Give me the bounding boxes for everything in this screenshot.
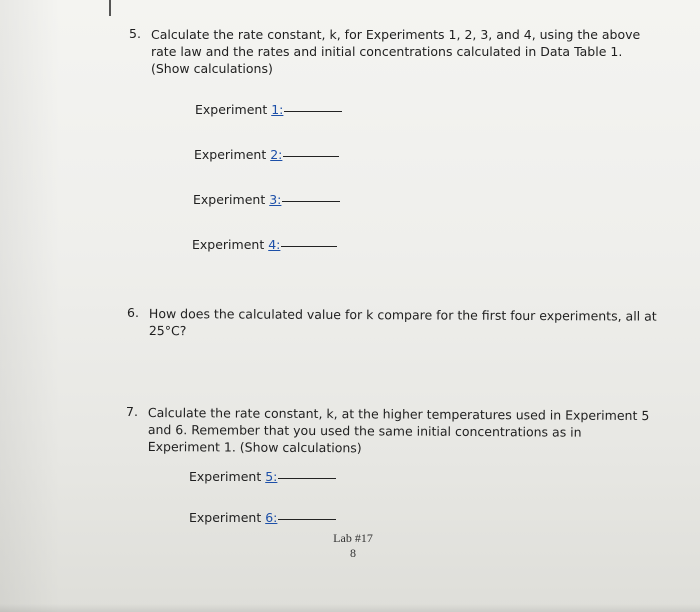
- q7-line-1: Calculate the rate constant, k, at the higher temperatures used in Experiment 5: [147, 404, 650, 424]
- experiment-1-label: Experiment: [195, 102, 268, 117]
- experiment-1-blank[interactable]: [284, 111, 342, 112]
- experiment-3-number: 3:: [269, 192, 282, 207]
- experiment-3-answer[interactable]: [193, 192, 340, 207]
- margin-mark: [109, 0, 111, 16]
- experiment-2-answer[interactable]: [194, 147, 339, 162]
- q6-number: 6.: [127, 305, 139, 320]
- experiment-5-number: 5:: [265, 469, 278, 484]
- lab-number: Lab #17: [333, 531, 373, 545]
- q6-text: [149, 305, 657, 342]
- q7-number: 7.: [126, 404, 138, 419]
- experiment-6-number: 6:: [265, 510, 278, 525]
- experiment-5-label: Experiment: [189, 469, 262, 484]
- experiment-5-answer[interactable]: [189, 469, 336, 484]
- page-bottom-edge: [0, 604, 700, 612]
- experiment-3-blank[interactable]: [282, 201, 340, 202]
- experiment-6-answer[interactable]: [189, 510, 336, 525]
- experiment-1-number: 1:: [271, 102, 284, 117]
- q5-text: [151, 26, 640, 77]
- experiment-6-label: Experiment: [189, 510, 262, 525]
- q7-text: [148, 404, 650, 458]
- q7-line-2: and 6. Remember that you used the same initial concentrations as in: [147, 421, 582, 440]
- experiment-3-label: Experiment: [193, 192, 266, 207]
- experiment-6-blank[interactable]: [278, 519, 336, 520]
- experiment-4-label: Experiment: [192, 237, 265, 252]
- experiment-4-blank[interactable]: [281, 246, 337, 247]
- experiment-1-answer[interactable]: [195, 102, 342, 117]
- page-shadow: [0, 0, 60, 612]
- experiment-5-blank[interactable]: [278, 478, 336, 479]
- page-number: 8: [350, 546, 356, 560]
- q5-line-1: Calculate the rate constant, k, for Experiments 1, 2, 3, and 4, using the above: [151, 27, 641, 42]
- q5-number: 5.: [129, 26, 141, 41]
- q5-line-3: (Show calculations): [151, 61, 273, 76]
- footer: [316, 531, 390, 561]
- experiment-2-blank[interactable]: [283, 156, 339, 157]
- q7-line-3: Experiment 1. (Show calculations): [147, 438, 362, 456]
- q5-line-2: rate law and the rates and initial concentrations calculated in Data Table 1.: [151, 44, 623, 59]
- q6-line-2: 25°C?: [148, 322, 187, 339]
- experiment-2-label: Experiment: [194, 147, 267, 162]
- experiment-4-answer[interactable]: [192, 237, 337, 252]
- experiment-4-number: 4:: [268, 237, 281, 252]
- q6-line-1: How does the calculated value for k compare for the first four experiments, all at: [148, 306, 657, 324]
- experiment-2-number: 2:: [270, 147, 283, 162]
